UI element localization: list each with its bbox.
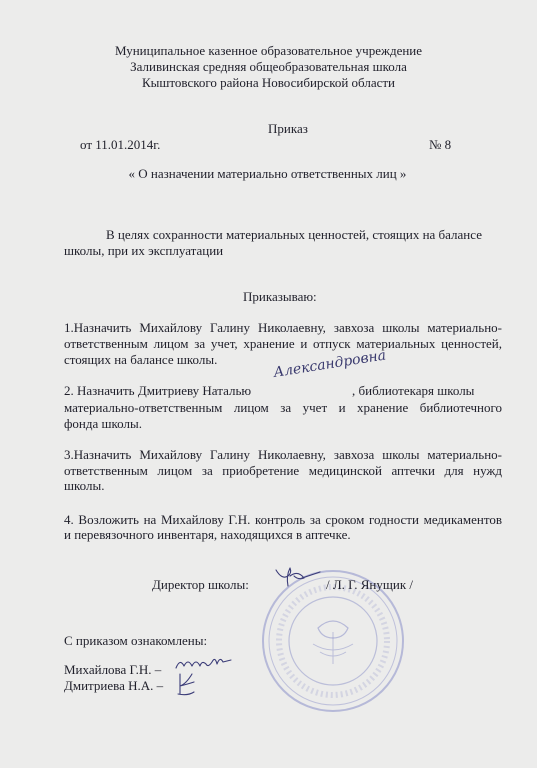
item-2-line-2: материально-ответственным лицом за учет и хранение библиотечного — [64, 400, 502, 415]
acknowledged-title: С приказом ознакомлены: — [64, 633, 208, 648]
institution-line-3: Кыштовского района Новосибирской области — [141, 75, 396, 90]
institution-line-1: Муниципальное казенное образовательное учреждение — [114, 43, 423, 58]
item-2-line-1-end: , библиотекаря школы — [352, 383, 475, 398]
handwritten-patronymic: Александровна — [272, 347, 388, 381]
person-2-handwritten-signature — [172, 670, 202, 700]
order-title: Приказ — [268, 121, 308, 136]
item-3-line-3: школы. — [64, 478, 105, 493]
item-2-line-1-start: 2. Назначить Дмитриеву Наталью — [64, 383, 252, 398]
item-4-line-2: и перевязочного инвентаря, находящихся в аптечке. — [64, 527, 351, 542]
item-4-line-1: 4. Возложить на Михайлову Г.Н. контроль за сроком годности медикаментов — [64, 512, 502, 527]
director-label: Директор школы: — [152, 577, 249, 592]
item-2-line-3: фонда школы. — [64, 416, 142, 431]
decree-word: Приказываю: — [243, 289, 317, 304]
preamble-line-1: В целях сохранности материальных ценностей, стоящих на балансе — [106, 227, 482, 242]
director-handwritten-signature — [268, 566, 326, 590]
item-3-line-2: ответственным лицом за приобретение медицинской аптечки для нужд — [64, 463, 502, 478]
acknowledged-person-2: Дмитриева Н.А. – — [64, 678, 164, 693]
institution-line-2: Заливинская средняя общеобразовательная школа — [130, 59, 407, 74]
acknowledged-person-1: Михайлова Г.Н. – — [64, 662, 162, 677]
item-3-line-1: 3.Назначить Михайлову Галину Николаевну, завхоза школы материально- — [64, 447, 502, 462]
order-date: от 11.01.2014г. — [80, 137, 161, 152]
director-name: / Л. Г. Янущик / — [326, 577, 414, 592]
preamble-line-2: школы, при их эксплуатации — [64, 243, 224, 258]
item-1-line-1: 1.Назначить Михайлову Галину Николаевну, завхоза школы материально- — [64, 320, 502, 335]
item-1-line-3: стоящих на балансе школы. — [64, 352, 218, 367]
order-subject: « О назначении материально ответственных лиц » — [128, 166, 407, 181]
item-1-line-2: ответственным лицом за учет, хранение и отпуск материальных ценностей, — [64, 336, 502, 351]
order-number: № 8 — [429, 137, 452, 152]
